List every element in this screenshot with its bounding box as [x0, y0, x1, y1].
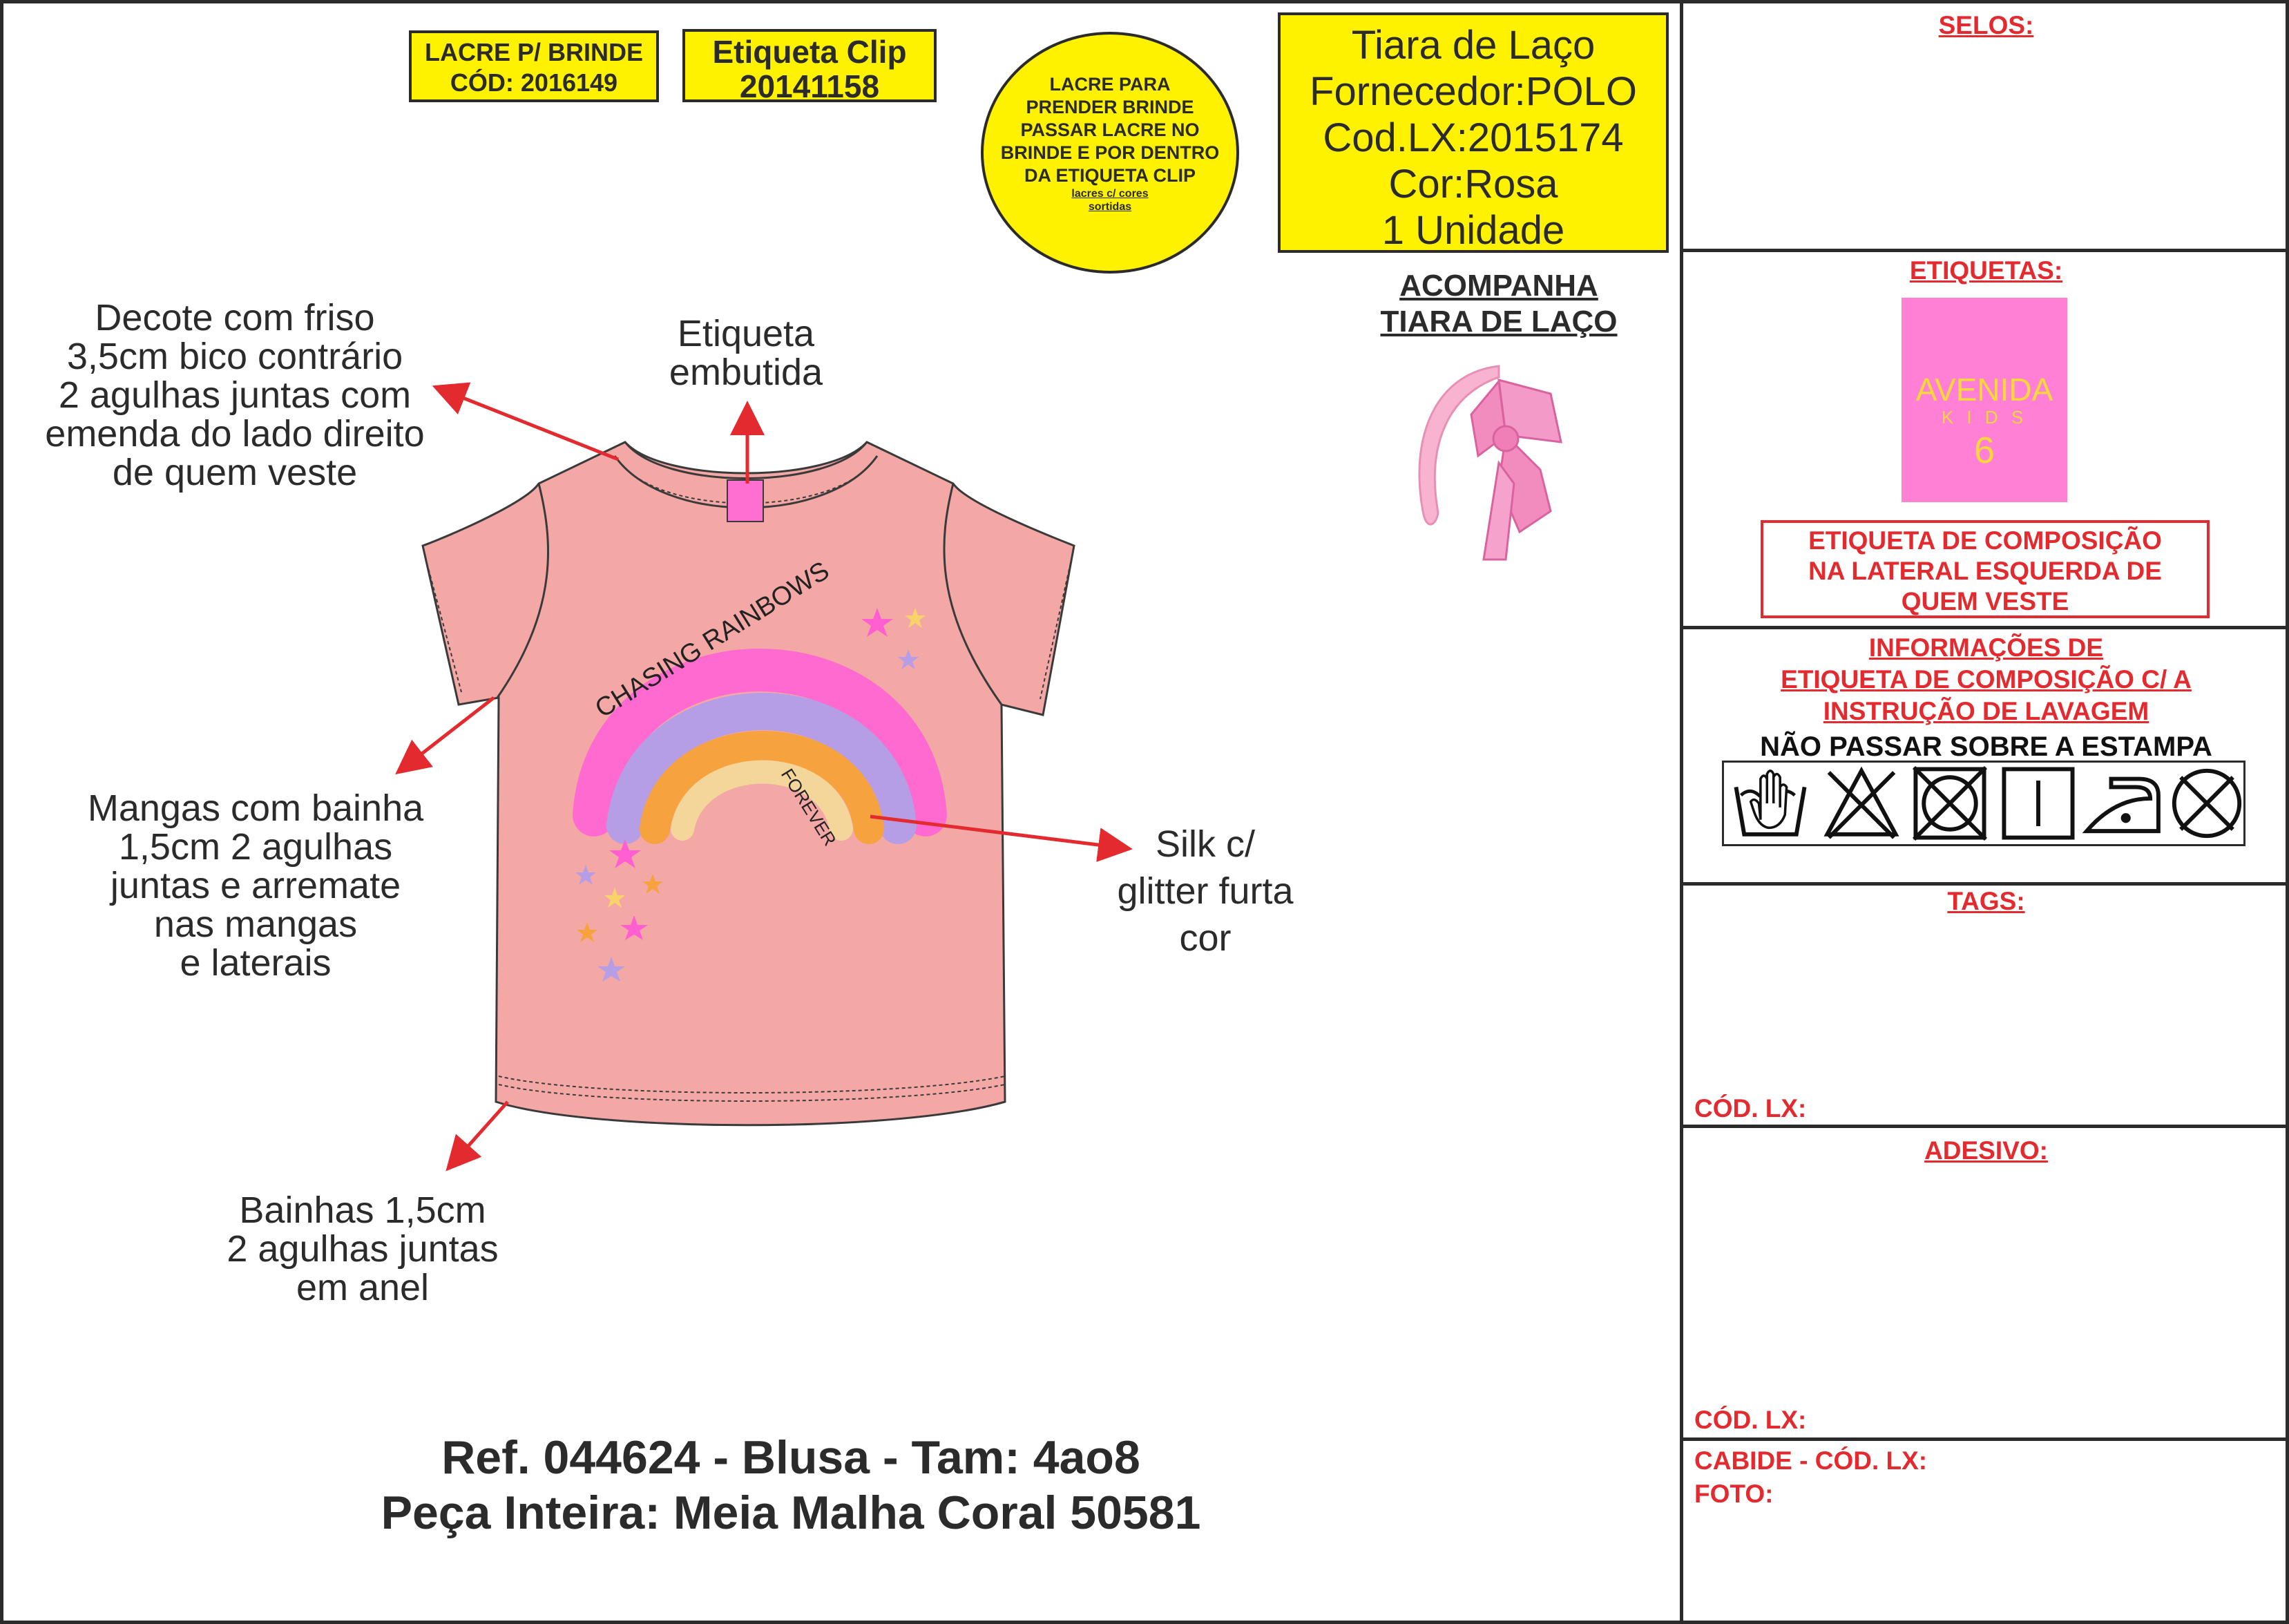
etiqueta-clip-code: 20141158 — [739, 68, 880, 104]
cabide-section — [1683, 1441, 2289, 1621]
embedded-label-tag — [727, 480, 763, 522]
rainbow-top-text: CHASING RAINBOWS — [590, 556, 835, 724]
foto-label: FOTO: — [1694, 1480, 1774, 1508]
selos-title: SELOS: — [1938, 11, 2034, 39]
adesivo-code-label: CÓD. LX: — [1694, 1406, 1807, 1434]
selos-section — [1683, 0, 2289, 249]
accompany-line-1: ACOMPANHA — [1399, 269, 1598, 303]
care-symbols-strip — [1722, 761, 2245, 846]
line-dry-icon — [1998, 763, 2079, 844]
etiquetas-title: ETIQUETAS: — [1909, 256, 2063, 285]
reference-title: Ref. 044624 - Blusa - Tam: 4ao8 — [441, 1431, 1140, 1484]
cabide-code-label: CABIDE - CÓD. LX: — [1694, 1446, 1928, 1475]
brand-label — [1902, 298, 2067, 502]
tags-code-label: CÓD. LX: — [1694, 1094, 1807, 1123]
brand-sub: K I D S — [1941, 407, 2028, 428]
mangas-note: Mangas com bainha 1,5cm 2 agulhas juntas e arremate nas mangas e laterais — [87, 787, 424, 984]
accompany-line-2: TIARA DE LAÇO — [1380, 305, 1618, 338]
silk-note: Silk c/ glitter furta cor — [1117, 823, 1294, 959]
no-iron-print-text: NÃO PASSAR SOBRE A ESTAMPA — [1760, 732, 2212, 762]
do-not-bleach-icon — [1821, 763, 1902, 844]
brand-size: 6 — [1973, 430, 1995, 471]
brand-name: AVENIDA — [1915, 372, 2053, 408]
lacre-brinde-label: LACRE P/ BRINDE CÓD: 2016149 — [409, 30, 659, 102]
iron-low-icon — [2082, 763, 2163, 844]
circle-main-text: LACRE PARA PRENDER BRINDE PASSAR LACRE NO BRINDE E POR DENTRO DA ETIQUETA CLIP — [1000, 74, 1220, 186]
mangas-arrow — [401, 698, 494, 770]
tags-section — [1683, 886, 2289, 1125]
care-info-title: INFORMAÇÕES DE ETIQUETA DE COMPOSIÇÃO C/ A INSTRUÇÃO DE LAVAGEM — [1781, 633, 2192, 725]
etiqueta-embutida-note: Etiqueta embutida — [669, 313, 823, 393]
accessory-quantity: 1 Unidade — [1381, 208, 1565, 253]
etiquetas-section — [1683, 252, 2289, 626]
decote-note: Decote com friso 3,5cm bico contrário 2 agulhas juntas com emenda do lado direito de quem veste — [45, 297, 425, 493]
bainhas-arrow — [450, 1102, 508, 1166]
accessory-name: Tiara de Laço — [1351, 23, 1596, 68]
do-not-tumble-dry-icon — [1909, 763, 1991, 844]
accessory-code: Cod.LX:2015174 — [1323, 115, 1624, 160]
etiqueta-clip-title: Etiqueta Clip — [712, 34, 907, 70]
bainhas-note: Bainhas 1,5cm 2 agulhas juntas em anel — [227, 1190, 499, 1308]
composition-label-box: ETIQUETA DE COMPOSIÇÃO NA LATERAL ESQUERDA DE QUEM VESTE — [1761, 520, 2210, 618]
do-not-dry-clean-icon — [2166, 763, 2248, 844]
accessory-color: Cor:Rosa — [1388, 162, 1558, 207]
fabric-info: Peça Inteira: Meia Malha Coral 50581 — [381, 1487, 1201, 1539]
care-instructions-section — [1683, 629, 2289, 882]
hand-wash-icon — [1730, 763, 1811, 844]
adesivo-section — [1683, 1128, 2289, 1437]
decote-arrow — [439, 388, 618, 459]
tags-title: TAGS: — [1947, 887, 2025, 915]
accessory-supplier: Fornecedor:POLO — [1310, 69, 1637, 114]
circle-small-text: lacres c/ cores sortidas — [1071, 188, 1149, 213]
rainbow-side-text: FOREVER — [776, 765, 841, 850]
adesivo-title: ADESIVO: — [1924, 1136, 2048, 1165]
